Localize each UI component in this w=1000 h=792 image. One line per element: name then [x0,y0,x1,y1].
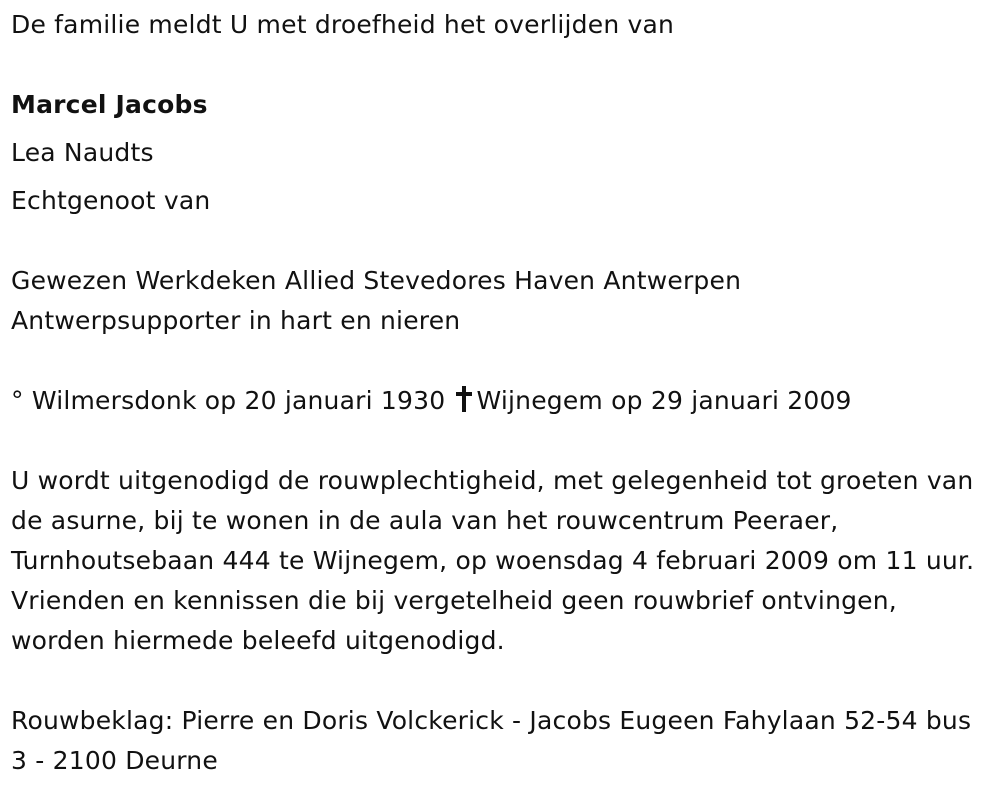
death-text: Wijnegem op 29 januari 2009 [476,386,852,415]
cross-icon [455,386,473,412]
partner-name: Lea Naudts [11,138,154,167]
supporter-text: Antwerpsupporter in hart en nieren [11,306,461,335]
relation-text: Echtgenoot van [11,186,211,215]
intro-text: De familie meldt U met droefheid het overlijden van [11,10,675,39]
ceremony-text: U wordt uitgenodigd de rouwplechtigheid, met gelegenheid tot groeten van de asurne, bij te wonen in de aula van het rouwcentrum Peeraer, Turnhoutsebaan 444 te Wijnegem, op woensdag 4 februari 2009 om 11 uur. Vrienden en kennissen die bij vergetelheid geen rouwbrief ontvingen, worden hiermede beleefd uitgenodigd. [11,466,975,655]
condolence-address: Rouwbeklag: Pierre en Doris Volckerick - Jacobs Eugeen Fahylaan 52-54 bus 3 - 2100 Deurne [11,706,972,775]
occupation-text: Gewezen Werkdeken Allied Stevedores Haven Antwerpen [11,266,742,295]
deceased-name: Marcel Jacobs [11,90,208,119]
birth-text: ° Wilmersdonk op 20 januari 1930 [11,386,446,415]
birth-death-line [11,386,852,416]
